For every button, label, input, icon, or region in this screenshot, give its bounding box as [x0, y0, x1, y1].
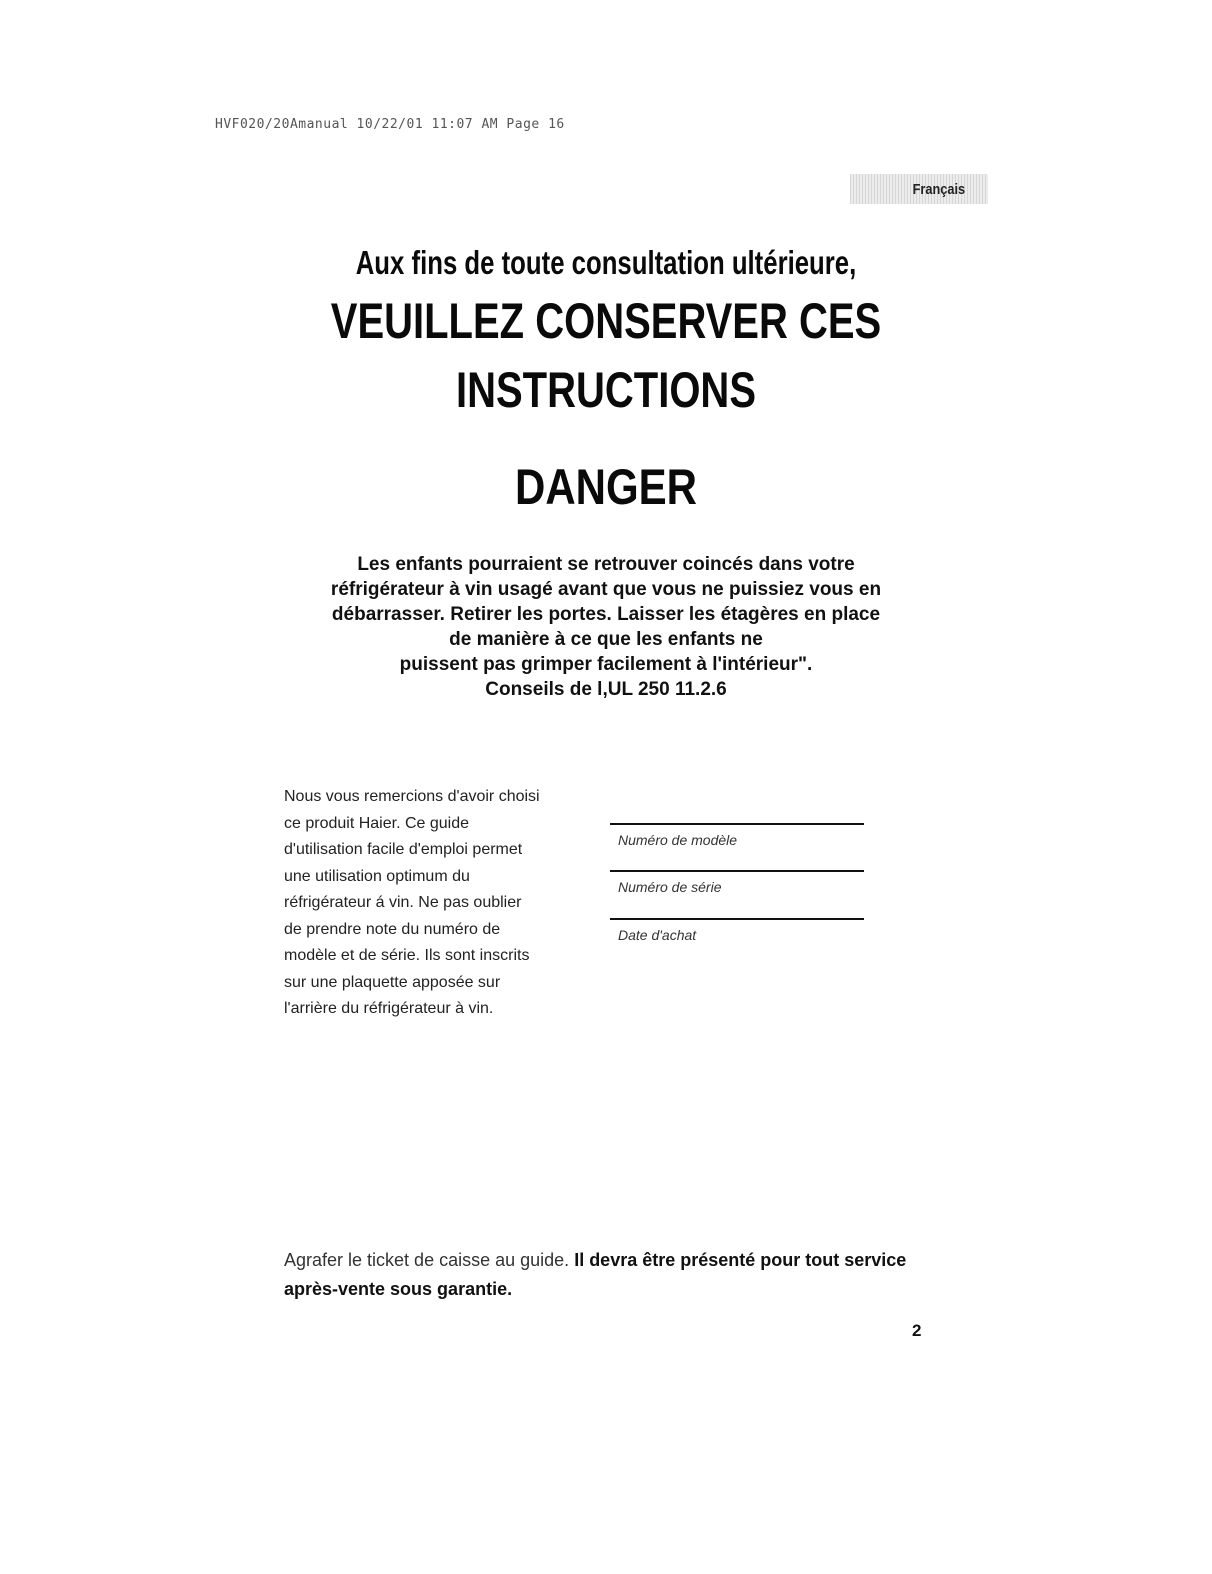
- serial-number-rule: [610, 870, 864, 872]
- warning-line: débarrasser. Retirer les portes. Laisser les étagères en place: [331, 604, 881, 625]
- warning-line: de manière à ce que les enfants ne: [449, 629, 763, 650]
- intro-line: réfrigérateur á vin. Ne pas oublier: [284, 894, 522, 911]
- language-tab: [850, 174, 988, 204]
- intro-line: de prendre note du numéro de: [284, 920, 501, 938]
- purchase-date-field: [610, 918, 864, 943]
- intro-line: ce produit Haier. Ce guide: [284, 814, 469, 832]
- model-number-label: Numéro de modèle: [618, 832, 738, 848]
- intro-line: sur une plaquette apposée sur: [284, 973, 501, 991]
- intro-line: modèle et de série. Ils sont inscrits: [284, 947, 530, 964]
- intro-paragraph: [284, 784, 604, 1023]
- intro-line: l'arrière du réfrigérateur à vin.: [284, 1000, 494, 1017]
- warning-line: Conseils de l,UL 250 11.2.6: [485, 679, 727, 700]
- receipt-note-bold: Il devra être présenté pour tout service après-vente sous garantie.: [284, 1250, 907, 1299]
- serial-number-field: [610, 870, 864, 895]
- intro-line: Nous vous remercions d'avoir choisi: [284, 788, 540, 805]
- model-number-rule: [610, 823, 864, 825]
- receipt-note-plain: Agrafer le ticket de caisse au guide.: [284, 1250, 570, 1270]
- print-slug: HVF020/20Amanual 10/22/01 11:07 AM Page 16: [215, 117, 565, 132]
- language-tab-label: Français: [912, 180, 966, 198]
- purchase-date-label: Date d'achat: [618, 927, 697, 943]
- receipt-note: [284, 1246, 944, 1304]
- danger-heading: DANGER: [514, 459, 698, 515]
- heading-subtitle: Aux fins de toute consultation ultérieure,: [355, 244, 857, 281]
- child-safety-warning: [230, 552, 982, 702]
- page-number: 2: [912, 1321, 922, 1340]
- purchase-date-rule: [610, 918, 864, 920]
- warning-line: puissent pas grimper facilement à l'intérieur".: [399, 654, 813, 675]
- warning-line: Les enfants pourraient se retrouver coincés dans votre: [357, 554, 855, 575]
- heading-line-2: INSTRUCTIONS: [456, 362, 756, 418]
- serial-number-label: Numéro de série: [618, 879, 722, 895]
- model-number-field: [610, 823, 864, 848]
- warning-line: réfrigérateur à vin usagé avant que vous ne puissiez vous en: [330, 579, 882, 600]
- intro-line: une utilisation optimum du: [284, 867, 470, 885]
- heading-line-1: VEUILLEZ CONSERVER CES: [330, 293, 882, 349]
- intro-line: d'utilisation facile d'emploi permet: [284, 841, 523, 858]
